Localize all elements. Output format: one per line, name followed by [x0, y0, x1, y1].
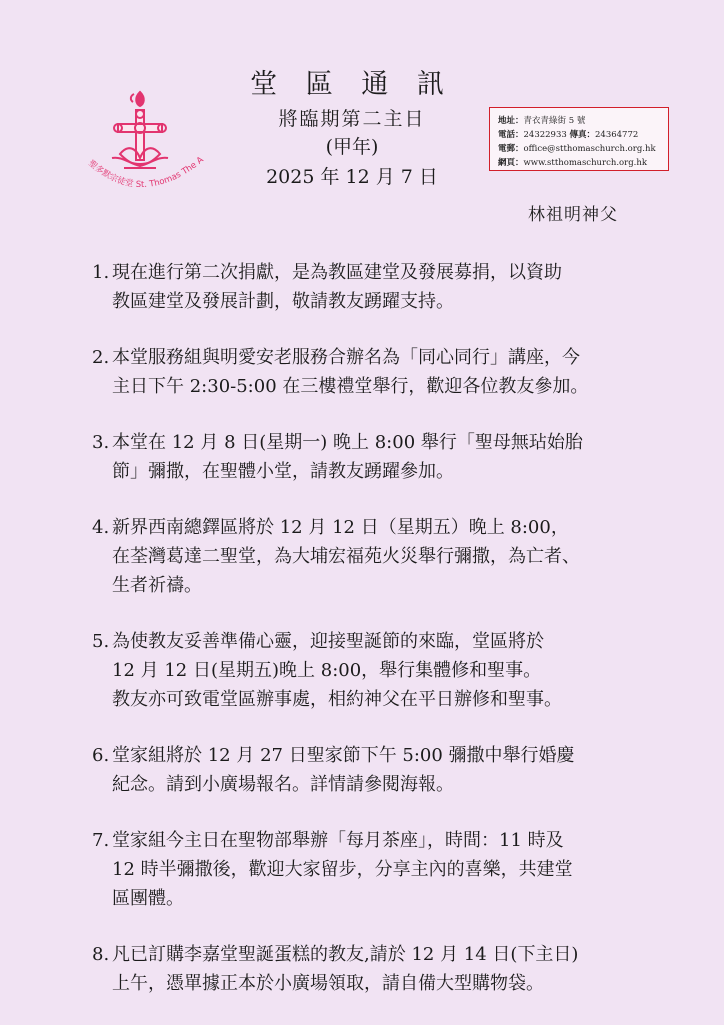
- announcement-line: 本堂在 12 月 8 日(星期一) 晚上 8:00 舉行「聖母無玷始胎: [112, 432, 583, 453]
- announcement-line: 堂家組今主日在聖物部舉辦「每月茶座」，時間：11 時及: [112, 830, 564, 851]
- web-row: [498, 156, 660, 170]
- announcement-line: 節」彌撒，在聖體小堂，請教友踴躍參加。: [112, 461, 454, 482]
- fax-value: 24364772: [595, 130, 639, 140]
- announcement-line: 凡已訂購李嘉堂聖誕蛋糕的教友,請於 12 月 14 日(下主日): [112, 944, 579, 965]
- bulletin-date: 2025 年 12 月 7 日: [266, 166, 438, 188]
- announcement-text: [112, 940, 682, 998]
- announcement-text: [112, 627, 682, 714]
- announcement-line: 區團體。: [112, 888, 184, 909]
- announcement-number: 4.: [92, 517, 110, 538]
- announcement-item: [92, 826, 682, 913]
- announcement-item: [92, 940, 682, 998]
- liturgical-year: (甲年): [325, 136, 379, 158]
- announcement-line: 12 月 12 日(星期五)晚上 8:00，舉行集體修和聖事。: [112, 660, 542, 681]
- address-value: 青衣青綠街 5 號: [523, 116, 586, 126]
- announcement-number: 8.: [92, 944, 110, 965]
- email-row: [498, 142, 660, 156]
- phone-row: [498, 128, 660, 142]
- announcement-list: [92, 258, 682, 1025]
- web-label: 網頁：: [498, 158, 524, 168]
- email-label: 電郵：: [498, 144, 524, 154]
- priest-name: 林祖明神父: [528, 205, 618, 225]
- announcement-line: 新界西南總鐸區將於 12 月 12 日（星期五）晚上 8:00，: [112, 517, 569, 538]
- announcement-text: [112, 826, 682, 913]
- page-title: 堂 區 通 訊: [250, 69, 454, 100]
- announcement-number: 7.: [92, 830, 110, 851]
- announcement-text: [112, 428, 682, 486]
- announcement-number: 3.: [92, 432, 110, 453]
- announcement-line: 主日下午 2:30-5:00 在三樓禮堂舉行，歡迎各位教友參加。: [112, 376, 589, 397]
- announcement-line: 教友亦可致電堂區辦事處，相約神父在平日辦修和聖事。: [112, 689, 562, 710]
- fax-label: 傳真：: [569, 130, 595, 140]
- announcement-line: 本堂服務組與明愛安老服務合辦名為「同心同行」講座，今: [112, 347, 580, 368]
- phone-label: 電話：: [498, 130, 524, 140]
- contact-box: [489, 107, 669, 171]
- web-value[interactable]: www.stthomaschurch.org.hk: [523, 158, 647, 168]
- announcement-line: 教區建堂及發展計劃，敬請教友踴躍支持。: [112, 291, 454, 312]
- announcement-item: [92, 343, 682, 401]
- announcement-text: [112, 343, 682, 401]
- announcement-item: [92, 627, 682, 714]
- announcement-line: 上午，憑單據正本於小廣場領取，請自備大型購物袋。: [112, 973, 544, 994]
- announcement-line: 12 時半彌撒後，歡迎大家留步，分享主內的喜樂，共建堂: [112, 859, 573, 880]
- announcement-line: 紀念。請到小廣場報名。詳情請參閱海報。: [112, 774, 454, 795]
- email-value[interactable]: office@stthomaschurch.org.hk: [523, 144, 656, 154]
- announcement-text: [112, 741, 682, 799]
- announcement-text: [112, 258, 682, 316]
- address-row: [498, 114, 660, 128]
- phone-value: 24322933: [523, 130, 567, 140]
- announcement-item: [92, 258, 682, 316]
- announcement-line: 堂家組將於 12 月 27 日聖家節下午 5:00 彌撒中舉行婚慶: [112, 745, 575, 766]
- announcement-text: [112, 513, 682, 600]
- announcement-number: 6.: [92, 745, 110, 766]
- announcement-number: 5.: [92, 631, 110, 652]
- announcement-line: 現在進行第二次捐獻，是為教區建堂及發展募捐，以資助: [112, 262, 562, 283]
- church-logo: [78, 84, 210, 196]
- liturgical-sunday: 將臨期第二主日: [278, 108, 426, 130]
- announcement-line: 生者祈禱。: [112, 575, 202, 596]
- announcement-line: 為使教友妥善準備心靈，迎接聖誕節的來臨，堂區將於: [112, 631, 544, 652]
- announcement-item: [92, 513, 682, 600]
- announcement-number: 2.: [92, 347, 110, 368]
- announcement-number: 1.: [92, 262, 110, 283]
- cross-emblem-icon: [78, 84, 210, 196]
- announcement-item: [92, 428, 682, 486]
- address-label: 地址：: [498, 116, 524, 126]
- logo-caption: 聖多默宗徒堂 St. Thomas The A: [86, 155, 206, 191]
- announcement-line: 在荃灣葛達二聖堂，為大埔宏福苑火災舉行彌撒，為亡者、: [112, 546, 580, 567]
- announcement-item: [92, 741, 682, 799]
